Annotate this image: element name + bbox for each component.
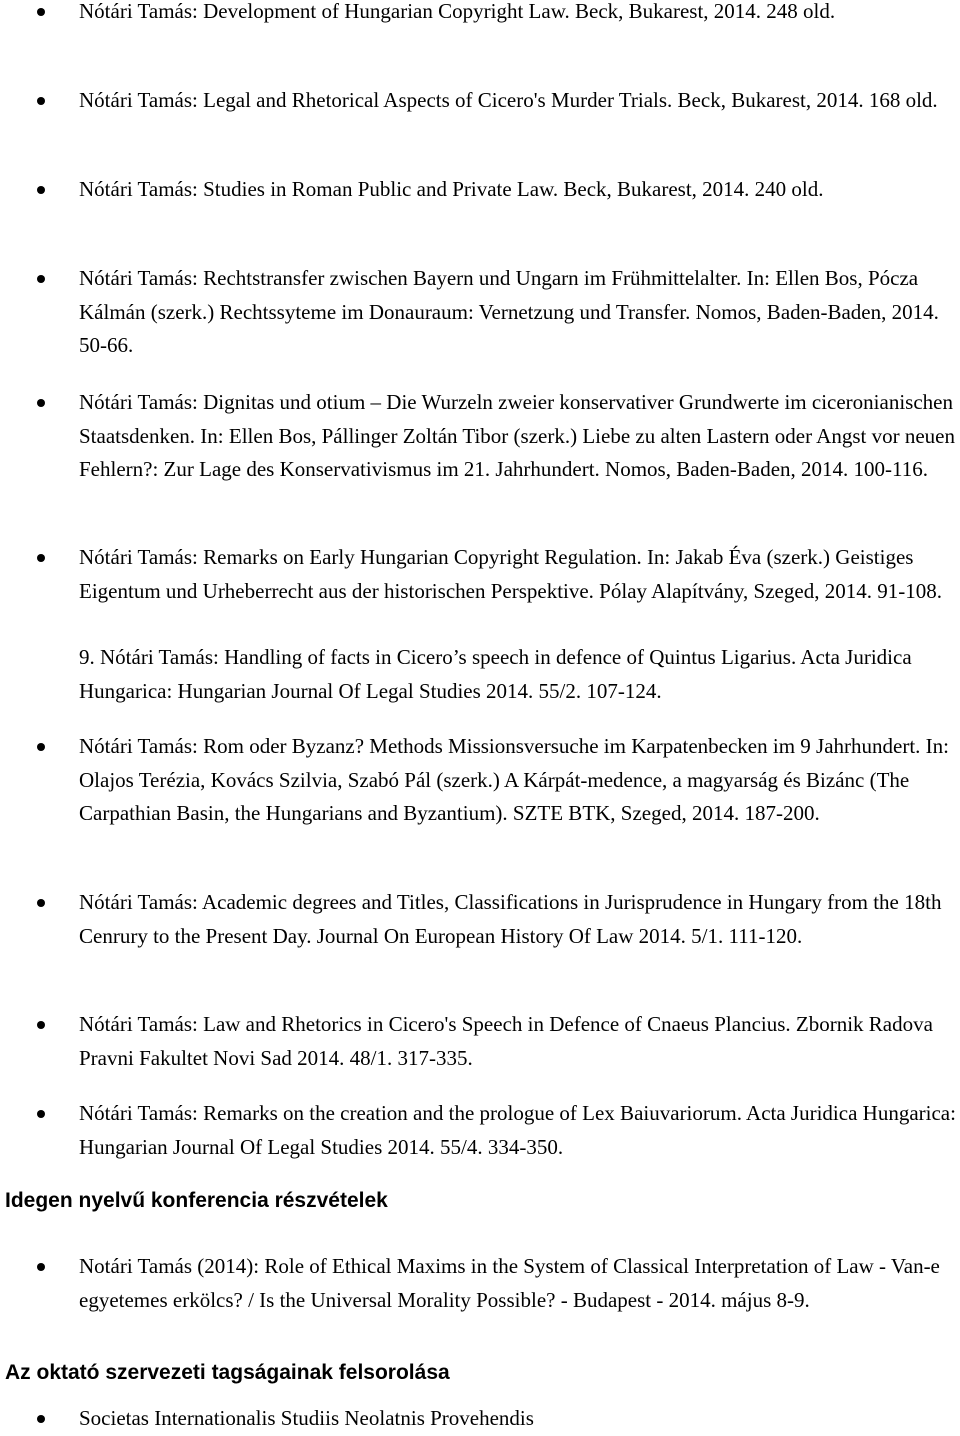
publication-item-11 [79, 1097, 957, 1164]
publication-item-1 [79, 0, 957, 29]
bullet-icon [37, 8, 45, 16]
publication-item-2 [79, 84, 957, 118]
publication-item-6 [79, 541, 957, 608]
bullet-icon [37, 1415, 45, 1423]
publication-text: Nótári Tamás: Rechtstransfer zwischen Bayern und Ungarn im Frühmittelalter. In: Ellen Bos, Pócza Kálmán (szerk.) Rechtssyteme im Donauraum: Vernetzung und Transfer. Nomos, Baden-Baden, 2014. 50-66. [79, 266, 939, 357]
publication-text: Nótári Tamás: Rom oder Byzanz? Methods Missionsversuche im Karpatenbecken im 9 Jahrhundert. In: Olajos Terézia, Kovács Szilvia, Szabó Pál (szerk.) A Kárpát-medence, a magyarság és Bizánc (The Carpathian Basin, the Hungarians and Byzantium). SZTE BTK, Szeged, 2014. 187-200. [79, 734, 950, 825]
publication-item-5 [79, 386, 957, 487]
publication-item-10 [79, 1008, 957, 1075]
bullet-icon [37, 186, 45, 194]
publication-item-3 [79, 173, 957, 207]
bullet-icon [37, 554, 45, 562]
publication-item-4 [79, 262, 957, 363]
publication-text: Nótári Tamás: Remarks on Early Hungarian Copyright Regulation. In: Jakab Éva (szerk.) Geistiges Eigentum und Urheberrecht aus der historischen Perspektive. Pólay Alapítvány, Szeged, 2014. 91-108. [79, 545, 942, 603]
membership-text: Societas Internationalis Studiis Neolatnis Provehendis [79, 1406, 534, 1430]
conference-text: Notári Tamás (2014): Role of Ethical Maxims in the System of Classical Interpretation of Law - Van-e egyetemes erkölcs? / Is the Universal Morality Possible? - Budapest - 2014. május 8-9. [79, 1254, 940, 1312]
conference-heading: Idegen nyelvű konferencia részvételek [5, 1189, 388, 1212]
publication-item-8 [79, 730, 957, 831]
membership-item-1 [79, 1402, 957, 1436]
publication-text: Nótári Tamás: Legal and Rhetorical Aspects of Cicero's Murder Trials. Beck, Bukarest, 2014. 168 old. [79, 88, 938, 112]
publication-text: Nótári Tamás: Dignitas und otium – Die Wurzeln zweier konservativer Grundwerte im ciceronianischen Staatsdenken. In: Ellen Bos, Pállinger Zoltán Tibor (szerk.) Liebe zu alten Lastern oder Angst vor neuen Fehlern?: Zur Lage des Konservativismus im 21. Jahrhundert. Nomos, Baden-Baden, 2014. 100-116. [79, 390, 955, 481]
bullet-icon [37, 1021, 45, 1029]
publication-text: 9. Nótári Tamás: Handling of facts in Cicero’s speech in defence of Quintus Ligarius. Acta Juridica Hungarica: Hungarian Journal Of Legal Studies 2014. 55/2. 107-124. [79, 645, 912, 703]
bullet-icon [37, 399, 45, 407]
bullet-icon [37, 1263, 45, 1271]
publication-text: Nótári Tamás: Remarks on the creation and the prologue of Lex Baiuvariorum. Acta Juridica Hungarica: Hungarian Journal Of Legal Studies 2014. 55/4. 334-350. [79, 1101, 956, 1159]
bullet-icon [37, 743, 45, 751]
publication-item-7 [79, 641, 957, 708]
conference-item-1 [79, 1250, 957, 1317]
memberships-heading: Az oktató szervezeti tagságainak felsorolása [5, 1361, 450, 1384]
publication-item-9 [79, 886, 957, 953]
publication-text: Nótári Tamás: Law and Rhetorics in Cicero's Speech in Defence of Cnaeus Plancius. Zbornik Radova Pravni Fakultet Novi Sad 2014. 48/1. 317-335. [79, 1012, 933, 1070]
publication-text: Nótári Tamás: Development of Hungarian Copyright Law. Beck, Bukarest, 2014. 248 old. [79, 0, 836, 23]
publication-text: Nótári Tamás: Studies in Roman Public and Private Law. Beck, Bukarest, 2014. 240 old. [79, 177, 824, 201]
publication-text: Nótári Tamás: Academic degrees and Titles, Classifications in Jurisprudence in Hungary from the 18th Cenrury to the Present Day. Journal On European History Of Law 2014. 5/1. 111-120. [79, 890, 942, 948]
bullet-icon [37, 97, 45, 105]
bullet-icon [37, 1110, 45, 1118]
bullet-icon [37, 899, 45, 907]
bullet-icon [37, 275, 45, 283]
